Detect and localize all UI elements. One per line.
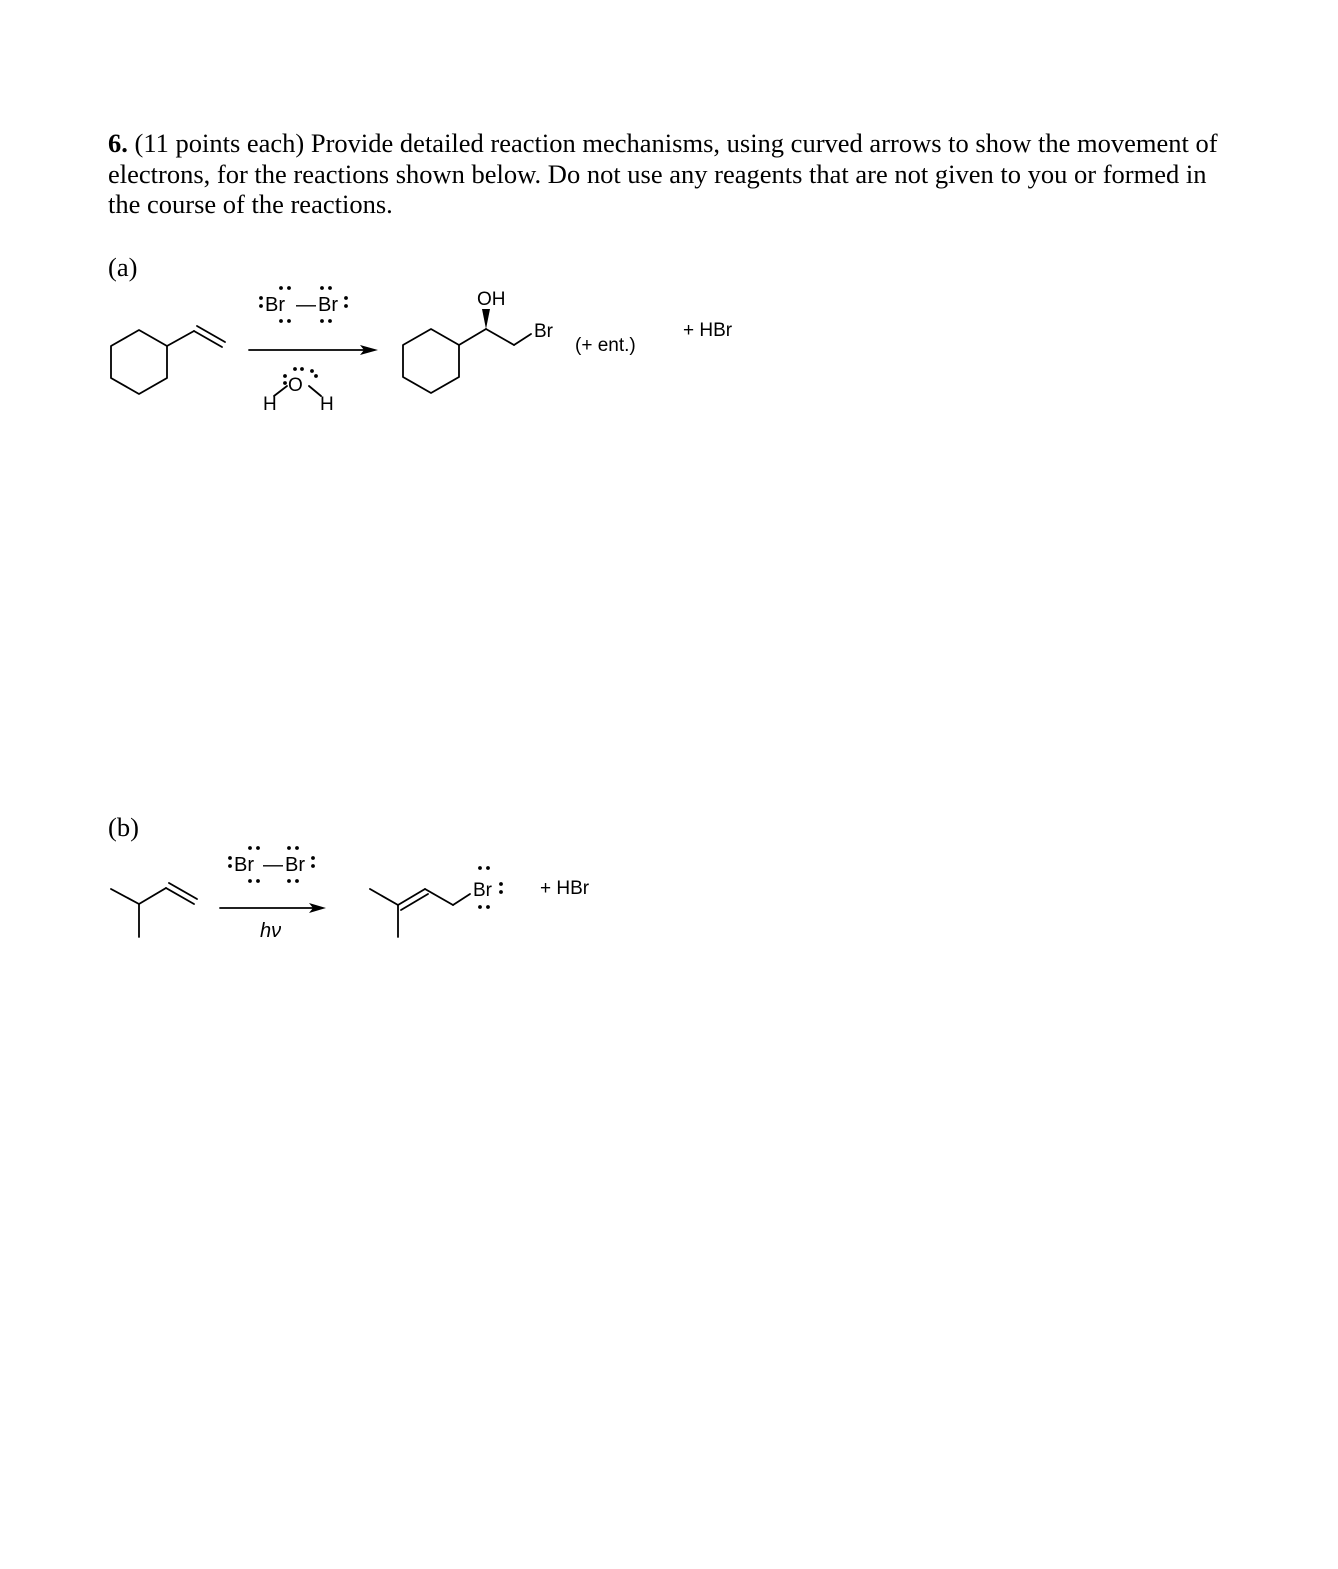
vinyl-single-bond (167, 331, 194, 346)
part-a-label: (a) (108, 252, 138, 282)
vinyl-double-bond-1 (194, 331, 222, 347)
product-cyclohexane-ring (403, 329, 459, 393)
reaction-a (111, 286, 733, 415)
reagent-a-bromine (259, 286, 348, 323)
bromine-bond-dash-b: — (263, 854, 283, 876)
vinyl-double-bond-2 (197, 326, 225, 342)
product-a-bromohydrin (403, 289, 733, 393)
bromine-atom-left: Br (265, 294, 285, 316)
bromine-atom-right: Br (318, 294, 338, 316)
water-oxygen: O (288, 375, 303, 396)
product-b-allylic-bromide (370, 866, 590, 937)
reagent-a-water (263, 367, 334, 415)
bromine-atom-left-b: Br (234, 854, 254, 876)
bromine-label-a: Br (534, 321, 553, 342)
reaction-arrow-a (249, 345, 378, 355)
reactant-b-alkene (111, 883, 197, 937)
bromine-bond-dash: — (296, 294, 316, 316)
byproduct-a: + HBr (683, 320, 733, 341)
bromine-atom-right-b: Br (285, 854, 305, 876)
part-b-label: (b) (108, 812, 139, 842)
cyclohexane-ring (111, 330, 167, 394)
enantiomer-note: (+ ent.) (575, 335, 636, 356)
light-condition: hν (260, 920, 282, 942)
water-hydrogen-right: H (320, 394, 334, 415)
question-body: (11 points each) Provide detailed reaction mechanisms, using curved arrows to show the movement of electrons, for the reactions shown below. Do not use any reagents that are not given to you or formed in the course of the reactions. (108, 128, 1218, 219)
reactant-a-vinylcyclohexane (111, 326, 225, 394)
byproduct-b: + HBr (540, 878, 590, 899)
reaction-arrow-b (220, 903, 326, 913)
stereo-wedge (482, 309, 490, 329)
water-hydrogen-left: H (263, 394, 277, 415)
question-number: 6. (108, 128, 128, 158)
reagent-b-bromine (228, 846, 315, 883)
bromine-label-b: Br (473, 880, 492, 901)
reaction-b (111, 846, 590, 942)
hydroxyl-label: OH (477, 289, 506, 310)
